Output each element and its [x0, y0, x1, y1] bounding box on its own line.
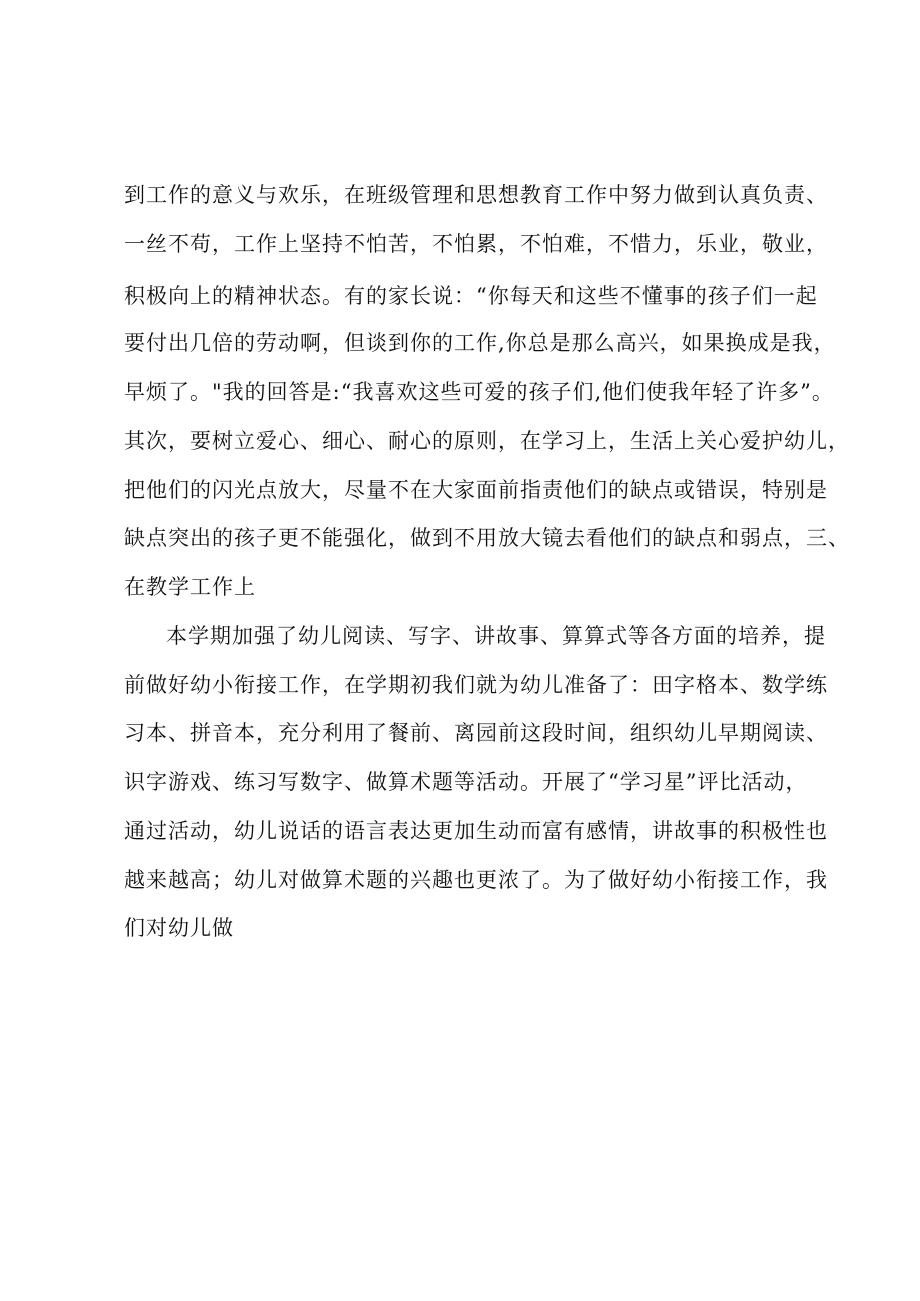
text-line: 识字游戏、练习写数字、做算术题等活动。开展了“学习星”评比活动，: [124, 770, 808, 794]
text-line: 早烦了。"我的回答是:“我喜欢这些可爱的孩子们,他们使我年轻了许多”。: [124, 380, 834, 404]
text-line: 缺点突出的孩子更不能强化，做到不用放大镜去看他们的缺点和弱点，三、: [124, 526, 850, 550]
text-line: 本学期加强了幼儿阅读、写字、讲故事、算算式等各方面的培养，提: [166, 624, 826, 648]
text-line: 越来越高；幼儿对做算术题的兴趣也更浓了。为了做好幼小衔接工作，我: [124, 868, 828, 892]
text-line: 把他们的闪光点放大，尽量不在大家面前指责他们的缺点或错误，特别是: [124, 478, 828, 502]
text-line: 通过活动，幼儿说话的语言表达更加生动而富有感情，讲故事的积极性也: [124, 819, 828, 843]
text-line: 前做好幼小衔接工作，在学期初我们就为幼儿准备了：田字格本、数学练: [124, 673, 828, 697]
text-line: 一丝不苟，工作上坚持不怕苦，不怕累，不怕难，不惜力，乐业，敬业，: [124, 232, 828, 256]
text-line: 到工作的意义与欢乐，在班级管理和思想教育工作中努力做到认真负责、: [124, 183, 828, 207]
text-line: 其次，要树立爱心、细心、耐心的原则，在学习上，生活上关心爱护幼儿，: [124, 429, 850, 453]
text-line: 们对幼儿做: [124, 916, 234, 940]
text-line: 要付出几倍的劳动啊，但谈到你的工作,你总是那么高兴，如果换成是我，: [124, 331, 836, 355]
text-line: 积极向上的精神状态。有的家长说：“你每天和这些不懂事的孩子们一起: [124, 284, 818, 308]
text-line: 在教学工作上: [124, 575, 256, 599]
text-line: 习本、拼音本，充分利用了餐前、离园前这段时间，组织幼儿早期阅读、: [124, 721, 828, 745]
